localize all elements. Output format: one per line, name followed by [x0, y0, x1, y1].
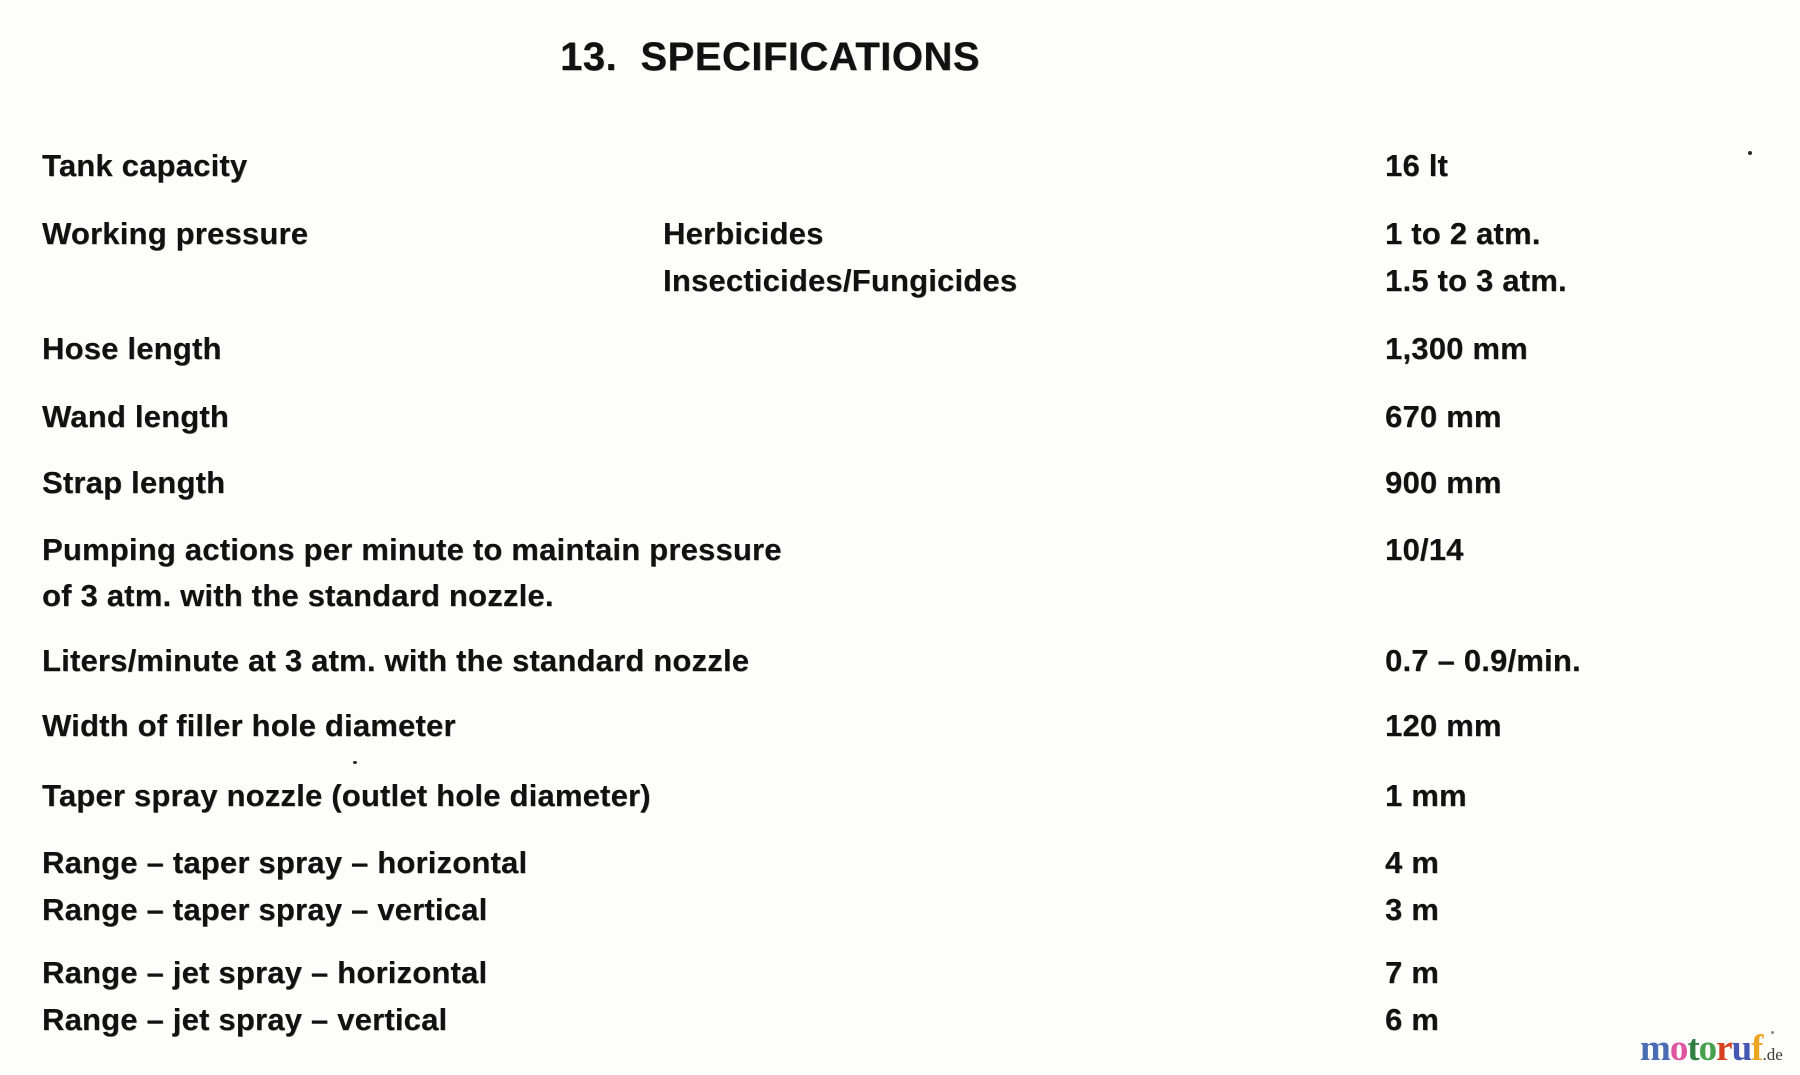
spec-label: of 3 atm. with the standard nozzle. — [42, 578, 554, 613]
spec-label: Hose length — [42, 331, 222, 366]
spec-value: 0.7 – 0.9/min. — [1385, 643, 1581, 678]
spec-row-range-taper-vertical — [0, 890, 1800, 930]
spec-label: Width of filler hole diameter — [42, 708, 456, 743]
spec-value: 670 mm — [1385, 399, 1502, 434]
spec-label: Range – jet spray – vertical — [42, 1002, 448, 1037]
spec-value: 1 mm — [1385, 778, 1467, 813]
spec-value: 7 m — [1385, 955, 1440, 990]
scan-speck — [1748, 151, 1752, 155]
spec-row-working-pressure — [0, 214, 1800, 254]
spec-row-filler-hole — [0, 706, 1800, 746]
spec-value: 10/14 — [1385, 532, 1464, 567]
logo-letter: o — [1669, 1028, 1688, 1069]
spec-row-liters-per-minute — [0, 641, 1800, 681]
spec-label: Pumping actions per minute to maintain pressure — [42, 532, 782, 567]
spec-value: 900 mm — [1385, 465, 1502, 500]
spec-row-pumping-actions — [0, 530, 1800, 570]
motoruf-logo[interactable] — [1640, 1028, 1783, 1070]
spec-label: Range – jet spray – horizontal — [42, 955, 488, 990]
spec-row-working-pressure-2 — [0, 261, 1800, 301]
logo-letter: u — [1731, 1028, 1752, 1069]
logo-letter: r — [1716, 1028, 1732, 1069]
spec-row-range-jet-vertical — [0, 1000, 1800, 1040]
spec-row-tank-capacity — [0, 146, 1800, 186]
spec-label: Tank capacity — [42, 148, 248, 183]
spec-label: Taper spray nozzle (outlet hole diameter) — [42, 778, 651, 813]
logo-letter: m — [1640, 1028, 1670, 1069]
spec-label: Liters/minute at 3 atm. with the standard nozzle — [42, 643, 750, 678]
spec-value: 1 to 2 atm. — [1385, 216, 1541, 251]
spec-row-hose-length — [0, 329, 1800, 369]
spec-label: Range – taper spray – horizontal — [42, 845, 528, 880]
spec-row-strap-length — [0, 463, 1800, 503]
spec-label: Wand length — [42, 399, 230, 434]
spec-value: 6 m — [1385, 1002, 1440, 1037]
spec-row-range-jet-horizontal — [0, 953, 1800, 993]
logo-letter: f — [1751, 1028, 1763, 1069]
logo-letter: o — [1698, 1028, 1717, 1069]
spec-value: 4 m — [1385, 845, 1440, 880]
spec-row-pumping-actions-2 — [0, 576, 1800, 616]
spec-row-wand-length — [0, 397, 1800, 437]
spec-row-taper-spray-nozzle — [0, 776, 1800, 816]
spec-value: 3 m — [1385, 892, 1440, 927]
spec-label: Working pressure — [42, 216, 309, 251]
spec-condition: Insecticides/Fungicides — [663, 263, 1018, 298]
spec-value: 1.5 to 3 atm. — [1385, 263, 1567, 298]
spec-value: 1,300 mm — [1385, 331, 1528, 366]
spec-label: Strap length — [42, 465, 226, 500]
spec-label: Range – taper spray – vertical — [42, 892, 488, 927]
logo-suffix: .de — [1762, 1045, 1783, 1064]
scan-speck — [353, 761, 357, 764]
logo-letter: t — [1687, 1028, 1699, 1069]
spec-value: 120 mm — [1385, 708, 1502, 743]
spec-row-range-taper-horizontal — [0, 843, 1800, 883]
spec-value: 16 lt — [1385, 148, 1449, 183]
spec-condition: Herbicides — [663, 216, 824, 251]
page-title: 13. SPECIFICATIONS — [560, 35, 980, 79]
